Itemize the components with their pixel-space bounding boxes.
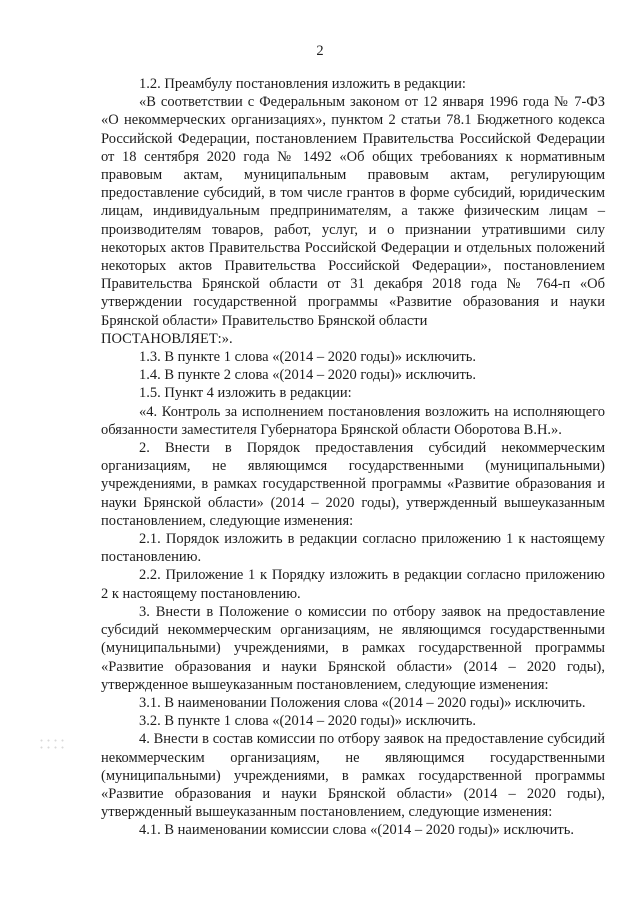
paragraph-15: 4.1. В наименовании комиссии слова «(2014 – 2020 годы)» исключить. bbox=[139, 822, 574, 839]
paragraph-14: 4. Внести в состав комиссии по отбору заявок на предоставление субсидий некоммерческим организациям, не являющимся государственными (муниципальными) учреждениями, в рамках государственной программы «Развитие образования и науки Брянской области» (2014 – 2020 годы), утвержденный вышеуказанным постановлением, следующие изменения: bbox=[101, 731, 605, 821]
paragraph-5: 1.4. В пункте 2 слова «(2014 – 2020 годы)» исключить. bbox=[139, 367, 477, 384]
paragraph-9: 2.1. Порядок изложить в редакции согласно приложению 1 к настоящему постановлению. bbox=[101, 531, 605, 566]
page-number: 2 bbox=[316, 43, 324, 59]
paragraph-6: 1.5. Пункт 4 изложить в редакции: bbox=[139, 385, 352, 402]
paragraph-12: 3.1. В наименовании Положения слова «(2014 – 2020 годы)» исключить. bbox=[139, 694, 586, 711]
paragraph-13: 3.2. В пункте 1 слова «(2014 – 2020 годы)» исключить. bbox=[139, 713, 477, 730]
paragraph-11: 3. Внести в Положение о комиссии по отбору заявок на предоставление субсидий некоммерческим организациям, не являющимся государственными (муниципальными) учреждениями, в рамках государственной программы «Развитие образования и науки Брянской области» (2014 – 2020 годы), утвержденное вышеуказанным постановлением, следующие изменения: bbox=[101, 603, 605, 693]
paragraph-7: «4. Контроль за исполнением постановления возложить на исполняющего обязанности заместителя Губернатора Брянской области Оборотова В.Н.». bbox=[101, 403, 605, 438]
paragraph-1: 1.2. Преамбулу постановления изложить в редакции: bbox=[139, 76, 466, 92]
paragraph-10: 2.2. Приложение 1 к Порядку изложить в редакции согласно приложению 2 к настоящему постановлению. bbox=[101, 567, 605, 602]
paragraph-3: ПОСТАНОВЛЯЕТ:». bbox=[101, 330, 233, 347]
paragraph-4: 1.3. В пункте 1 слова «(2014 – 2020 годы)» исключить. bbox=[139, 349, 477, 366]
scan-speckle bbox=[38, 737, 66, 751]
paragraph-2: «В соответствии с Федеральным законом от 12 января 1996 года № 7-ФЗ «О некоммерческих организациях», пунктом 2 статьи 78.1 Бюджетного кодекса Российской Федерации, постановлением Правительства Российской Федерации от 18 сентября 2020 года № 1492 «Об общих требованиях к нормативным правовым актам, муниципальным правовым актам, регулирующим предоставление субсидий, в том числе грантов в форме субсидий, юридическим лицам, индивидуальным предпринимателям, а также физическим лицам – производителям товаров, работ, услуг, и о признании утратившими силу некоторых актов Правительства Российской Федерации и отдельных положений некоторых актов Правительства Российской Федерации», постановлением Правительства Брянской области от 31 декабря 2018 года № 764-п «Об утверждении государственной программы «Развитие образования и науки Брянской области» Правительство Брянской области bbox=[101, 94, 605, 329]
document-body bbox=[101, 75, 605, 840]
paragraph-8: 2. Внести в Порядок предоставления субсидий некоммерческим организациям, не являющимся государственными (муниципальными) учреждениями, в рамках государственной программы «Развитие образования и науки Брянской области» (2014 – 2020 годы), утвержденный вышеуказанным постановлением, следующие изменения: bbox=[101, 440, 605, 529]
